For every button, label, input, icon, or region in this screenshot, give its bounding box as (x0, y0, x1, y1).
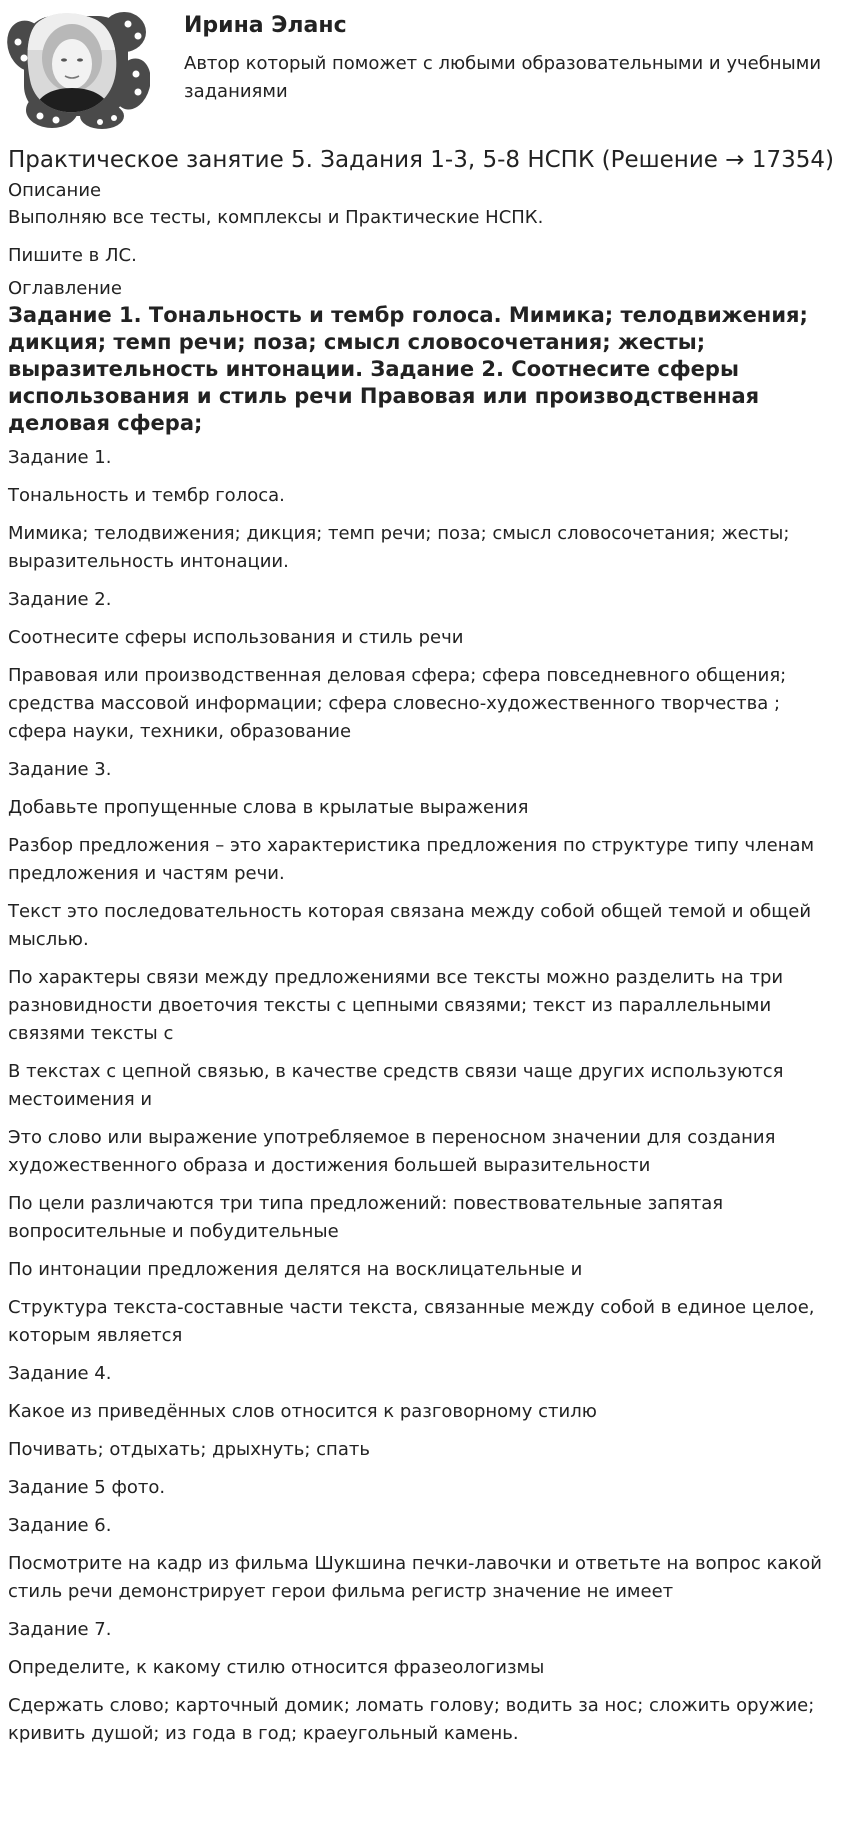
description-label: Описание (8, 180, 102, 201)
task-paragraph: Задание 3. (8, 759, 112, 780)
task-paragraph: Задание 2. (8, 589, 112, 610)
author-avatar[interactable] (6, 6, 150, 130)
author-card (0, 0, 847, 138)
task-paragraph: Правовая или производственная деловая сфера; сфера повседневного общения; средства массовой информации; сфера словесно-художественного творчества ; сфера науки, техники, образование (8, 665, 787, 742)
toc-label: Оглавление (8, 278, 122, 299)
task-paragraph: По цели различаются три типа предложений: повествовательные запятая вопросительные и побудительные (8, 1193, 724, 1242)
task-paragraph: Соотнесите сферы использования и стиль речи (8, 627, 464, 648)
task-paragraph: Тональность и тембр голоса. (8, 485, 285, 506)
task-paragraph: Определите, к какому стилю относится фразеологизмы (8, 1657, 545, 1678)
task-paragraph: По интонации предложения делятся на восклицательные и (8, 1259, 583, 1280)
task-paragraph: Задание 7. (8, 1619, 112, 1640)
task-paragraph: Это слово или выражение употребляемое в переносном значении для создания художественного образа и достижения большей выразительности (8, 1127, 776, 1176)
description-paragraph: Пишите в ЛС. (8, 245, 137, 266)
task-paragraph: Добавьте пропущенные слова в крылатые выражения (8, 797, 529, 818)
task-paragraph: По характеры связи между предложениями все тексты можно разделить на три разновидности двоеточия тексты с цепными связями; текст из параллельными связями тексты с (8, 967, 784, 1044)
task-paragraph: Мимика; телодвижения; дикция; темп речи; поза; смысл словосочетания; жесты; выразительность интонации. (8, 523, 790, 572)
task-paragraph: Задание 4. (8, 1363, 112, 1384)
author-name[interactable]: Ирина Эланс (184, 13, 347, 38)
task-paragraph: Какое из приведённых слов относится к разговорному стилю (8, 1401, 597, 1422)
task-paragraph: Задание 5 фото. (8, 1477, 166, 1498)
task-list (8, 444, 840, 1748)
task-paragraph: Почивать; отдыхать; дрыхнуть; спать (8, 1439, 370, 1460)
author-description: Автор который поможет с любыми образовательными и учебными заданиями (184, 53, 822, 102)
document-title: Практическое занятие 5. Задания 1-3, 5-8 НСПК (Решение → 17354) (8, 147, 834, 173)
task-paragraph: Разбор предложения – это характеристика предложения по структуре типу членам предложения и частям речи. (8, 835, 815, 884)
task-paragraph: Сдержать слово; карточный домик; ломать голову; водить за нос; сложить оружие; кривить душой; из года в год; краеугольный камень. (8, 1695, 815, 1744)
description-paragraph: Выполняю все тесты, комплексы и Практические НСПК. (8, 207, 544, 228)
task-paragraph: Структура текста-составные части текста, связанные между собой в единое целое, которым является (8, 1297, 815, 1346)
task-paragraph: Задание 1. (8, 447, 112, 468)
toc-section (8, 276, 840, 437)
description-section (8, 178, 840, 270)
task-paragraph: В текстах с цепной связью, в качестве средств связи чаще других используются местоимения и (8, 1061, 784, 1110)
task-paragraph: Задание 6. (8, 1515, 112, 1536)
task-paragraph: Текст это последовательность которая связана между собой общей темой и общей мыслью. (8, 901, 812, 950)
document-content (8, 146, 840, 1758)
task-paragraph: Посмотрите на кадр из фильма Шукшина печки-лавочки и ответьте на вопрос какой стиль речи демонстрирует герои фильма регистр значение не имеет (8, 1553, 822, 1602)
toc-heading: Задание 1. Тональность и тембр голоса. Мимика; телодвижения; дикция; темп речи; поза; смысл словосочетания; жесты; выразительность интонации. Задание 2. Соотнесите сферы использования и стиль речи Правовая или производственная деловая сфера; (8, 303, 808, 435)
